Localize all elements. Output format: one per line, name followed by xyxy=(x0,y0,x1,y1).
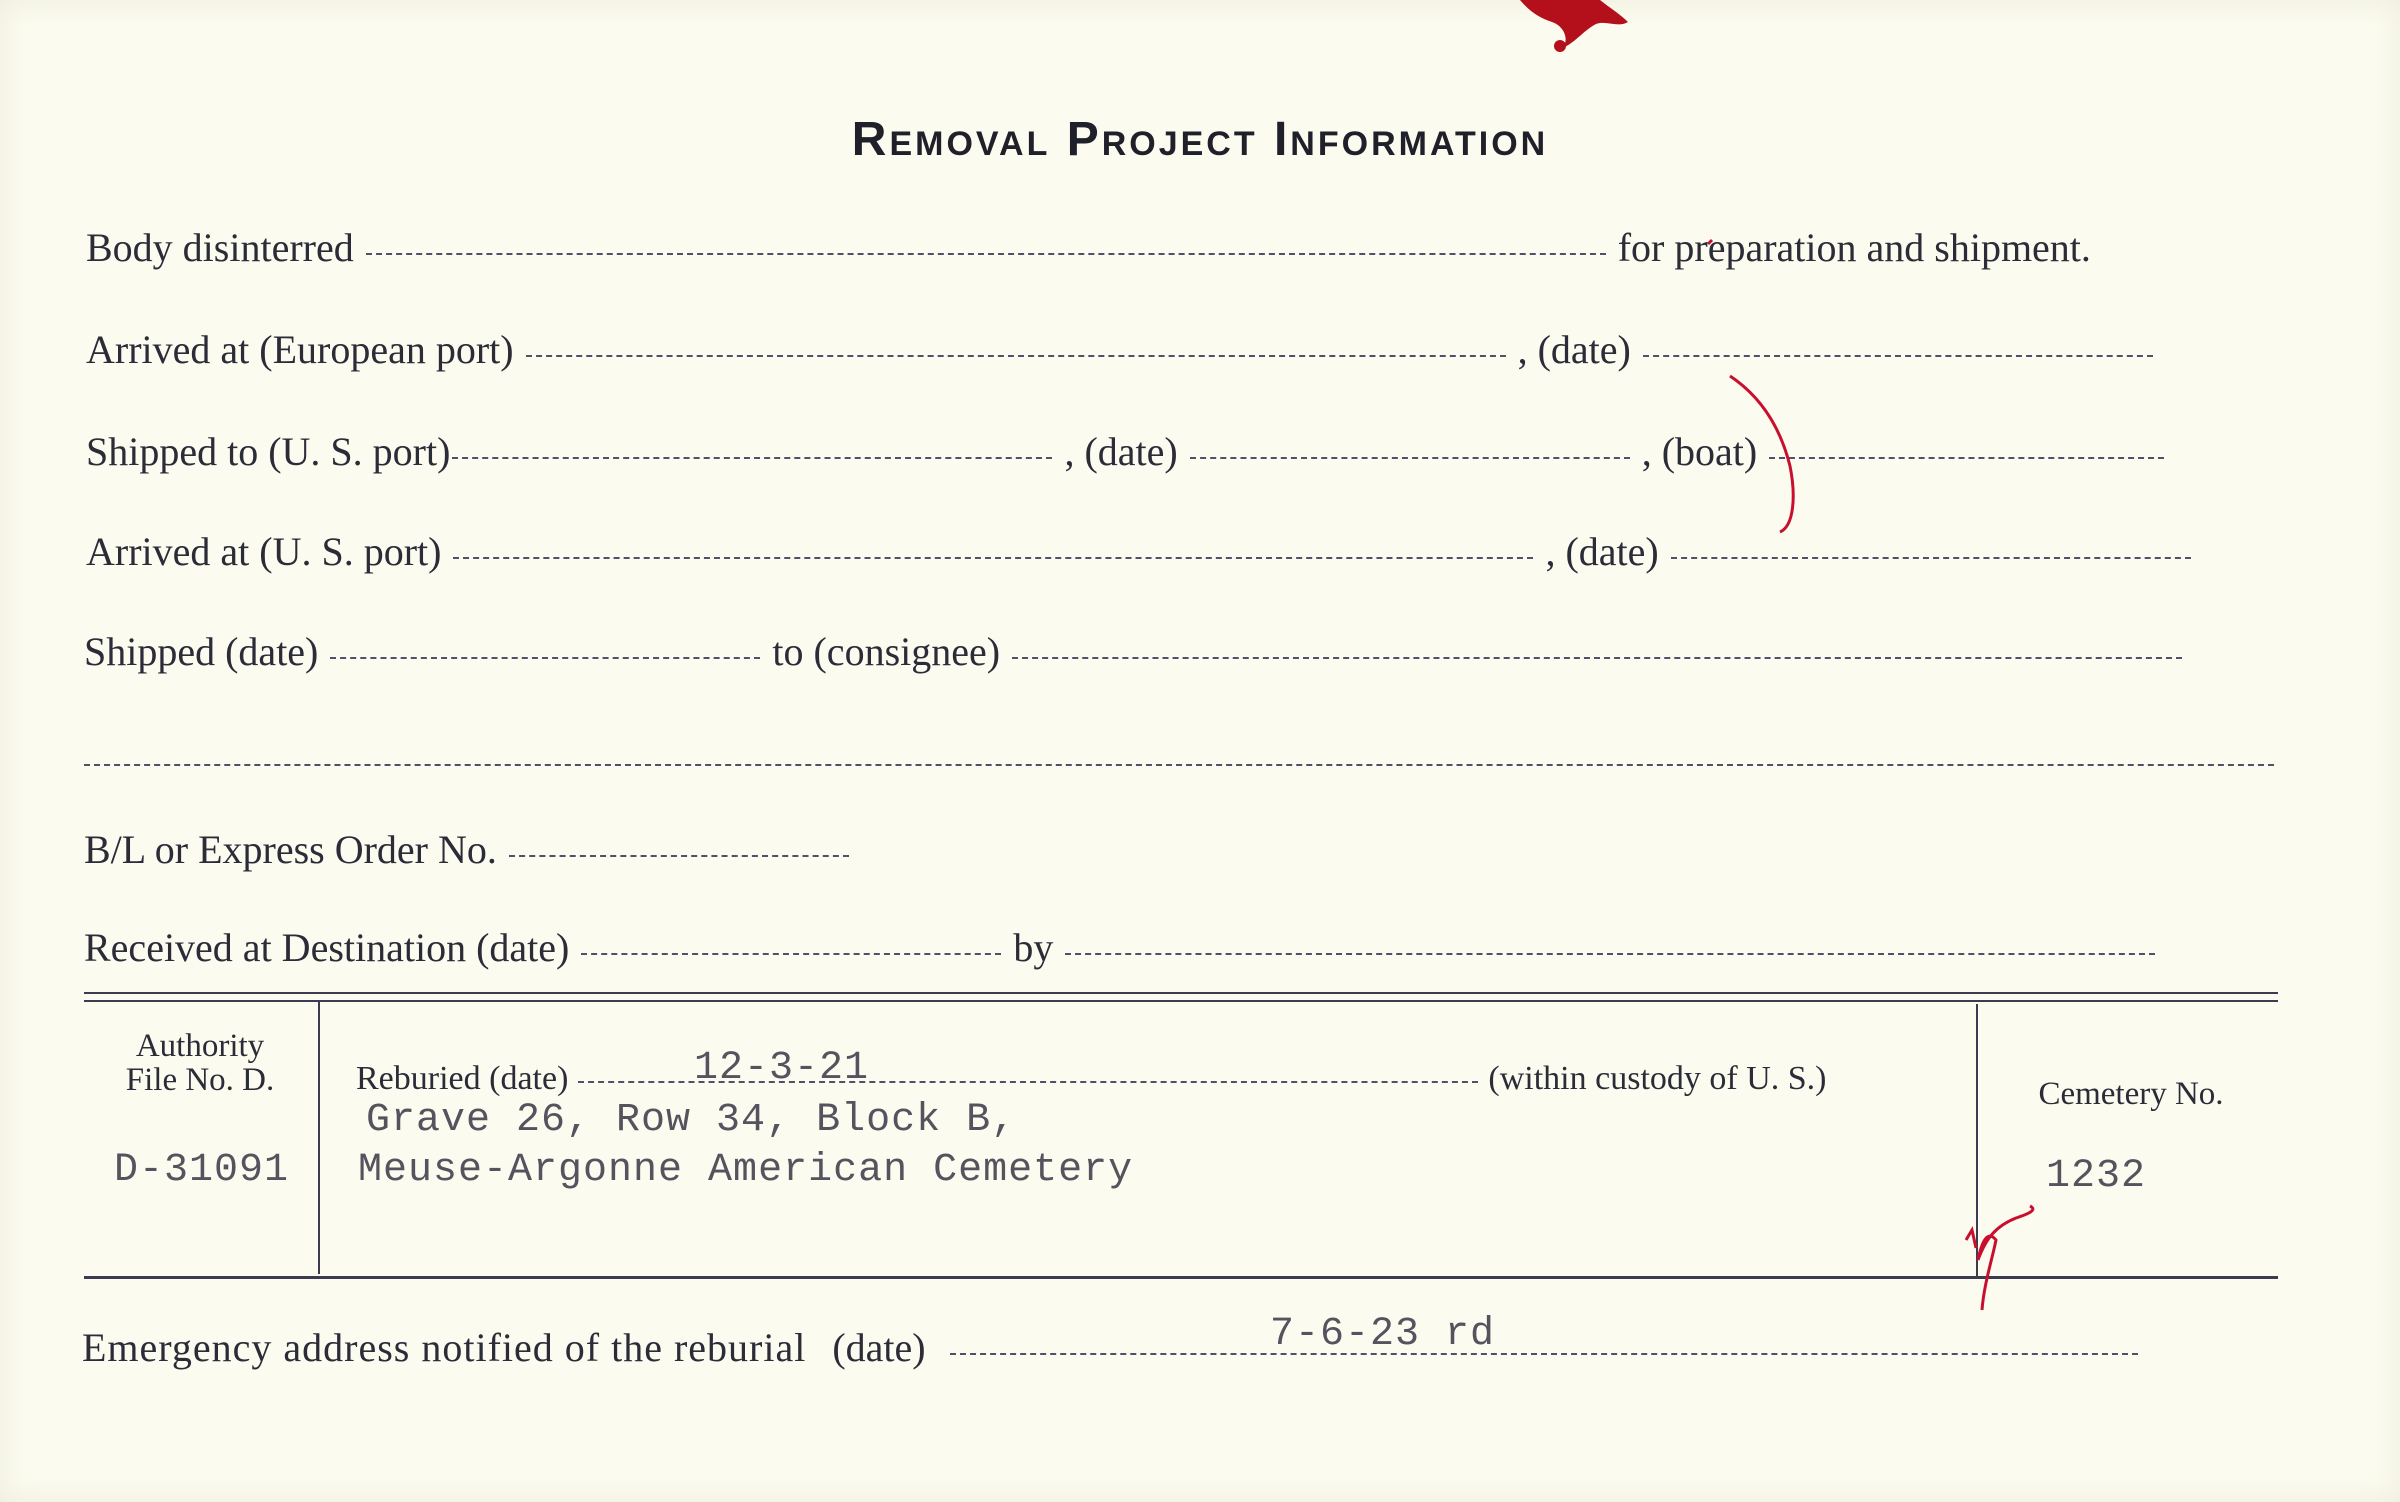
box-top-rule xyxy=(84,992,2278,994)
arrived-european-row: Arrived at (European port) , (date) xyxy=(86,326,2165,373)
authority-divider xyxy=(318,1002,320,1274)
boat-label: (boat) xyxy=(1661,429,1758,474)
shipped-to-us-row: Shipped to (U. S. port) , (date) , (boat) xyxy=(86,428,2176,475)
arrived-us-date-label: (date) xyxy=(1565,529,1659,574)
box-top-rule-2 xyxy=(84,1000,2278,1002)
by-label: by xyxy=(1013,925,1054,970)
bl-order-row xyxy=(84,826,861,873)
file-no-label: File No. D. xyxy=(125,1062,275,1098)
shipped-to-us-date-label: (date) xyxy=(1084,429,1178,474)
consignee-continuation-line xyxy=(84,764,2274,766)
authority-label: Authority xyxy=(135,1028,265,1064)
received-date-line xyxy=(581,953,1001,955)
cemetery-number-value: 1232 xyxy=(2046,1154,2147,1199)
arrived-us-row: Arrived at (U. S. port) , (date) xyxy=(86,528,2203,575)
consignee-line xyxy=(1012,657,2182,659)
within-custody-label: (within custody of U. S.) xyxy=(1488,1060,1827,1097)
shipped-date-row xyxy=(84,628,2194,675)
grave-location-value: Grave 26, Row 34, Block B, xyxy=(366,1098,1017,1143)
arrived-us-line xyxy=(453,557,1533,559)
cemetery-no-label: Cemetery No. xyxy=(2038,1076,2224,1112)
red-ink-blot xyxy=(1500,0,1660,60)
bl-order-label: B/L or Express Order No. xyxy=(84,827,497,872)
reburied-label: Reburied (date) xyxy=(356,1060,569,1097)
received-by-line xyxy=(1065,953,2155,955)
arrived-european-line xyxy=(526,355,1506,357)
received-row xyxy=(84,924,2167,971)
emergency-date-value: 7-6-23 rd xyxy=(1270,1312,1496,1357)
shipped-to-us-date-line xyxy=(1190,457,1630,459)
file-number-value: D-31091 xyxy=(114,1148,290,1193)
bl-order-line xyxy=(509,855,849,857)
arrived-european-label: Arrived at (European port) xyxy=(86,327,514,372)
reburied-date-value: 12-3-21 xyxy=(694,1046,870,1091)
box-bottom-rule xyxy=(84,1276,2278,1279)
emergency-date-line xyxy=(950,1353,2138,1355)
page-title: Removal Project Information xyxy=(851,113,1549,166)
emergency-label: Emergency address notified of the reburial xyxy=(82,1325,807,1370)
emergency-row xyxy=(82,1324,2150,1371)
to-consignee-label: to (consignee) xyxy=(772,629,1001,674)
cemetery-name-value: Meuse-Argonne American Cemetery xyxy=(358,1148,1134,1193)
shipped-date-line xyxy=(330,657,760,659)
body-disinterred-line xyxy=(366,253,1606,255)
received-label: Received at Destination (date) xyxy=(84,925,570,970)
emergency-date-label: (date) xyxy=(832,1325,926,1370)
for-preparation-label: for preparation and shipment. xyxy=(1617,225,2091,270)
reburied-row xyxy=(356,1060,1827,1098)
body-disinterred-label: Body disinterred xyxy=(86,225,354,270)
arrived-us-label: Arrived at (U. S. port) xyxy=(86,529,442,574)
shipped-date-label: Shipped (date) xyxy=(84,629,319,674)
arrived-european-date-label: (date) xyxy=(1537,327,1631,372)
arrived-us-date-line xyxy=(1671,557,2191,559)
red-pencil-check-mark xyxy=(1956,1200,2066,1320)
shipped-to-us-label: Shipped to (U. S. port) xyxy=(86,429,451,474)
red-pencil-mark-boat xyxy=(1700,236,1830,536)
shipped-to-us-line xyxy=(452,457,1052,459)
